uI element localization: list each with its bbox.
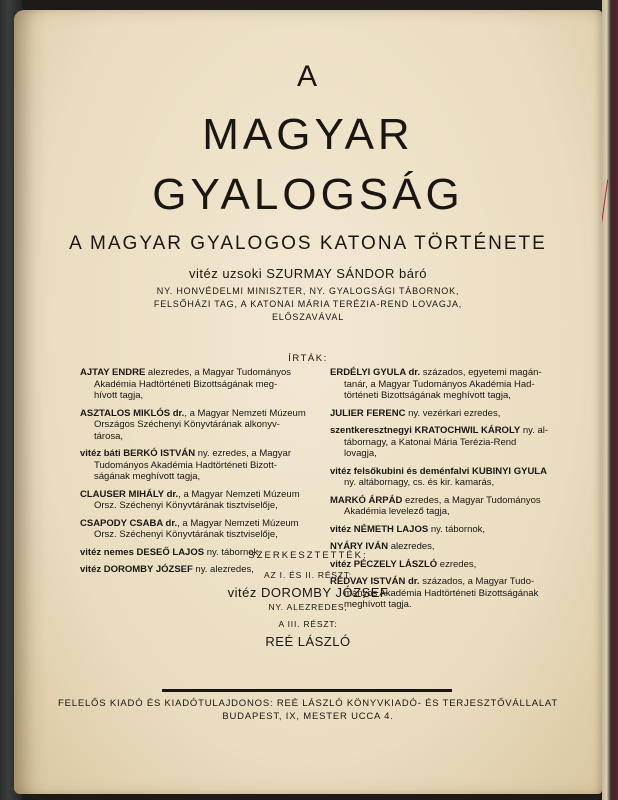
writer-name: NYÁRY IVÁN [330,541,389,552]
writer-name: vitéz nemes DESEŐ LAJOS [80,546,205,558]
writer-title: ny. ezredes, a Magyar [195,448,292,459]
book-edge [602,0,618,800]
publisher-line: FELELŐS KIADÓ ÉS KIADÓTULAJDONOS: REÉ LÁSZLÓ KÖNYVKIADÓ- ÉS TERJESZTŐVÁLLALAT [58,698,558,709]
writer-title-continuation: ny. altábornagy, cs. és kir. kamarás, [344,477,495,488]
writer-entry [330,495,602,518]
writer-title-continuation: mányos Akadémia Hadtörténeti Bizottságának [344,587,539,599]
writer-name: vitéz DOROMBY JÓZSEF [80,564,193,575]
author-description [14,285,602,324]
editors-part3-label: A III. RÉSZT: [278,619,338,629]
writer-title-continuation: Orsz. Széchenyi Könyvtárának tisztviselője, [94,500,278,511]
writer-entry [80,408,342,443]
writer-title: ezredes, [437,558,477,570]
writer-title: alezredes, [388,541,435,552]
writer-title: százados, a Magyar Tudo- [419,576,535,587]
writer-title: ezredes, a Magyar Tudományos [402,494,541,506]
writer-title-continuation: Tudományos Akadémia Hadtörténeti Bizott- [94,459,277,471]
editors-heading: SZERKESZTETTÉK: [248,550,368,561]
title-article: A [296,60,319,93]
divider-rule [162,689,452,692]
writer-title-continuation: ságának meghívott tagja, [94,471,201,482]
writer-name: JULIER FERENC [330,407,406,419]
writer-entry [330,466,602,489]
writer-entry [330,367,602,402]
writer-name: vitéz PÉCZELY LÁSZLÓ [330,558,438,570]
title-line-1: MAGYAR [202,110,414,159]
writer-name: ASZTALOS MIKLÓS dr. [80,407,185,419]
writer-title-continuation: Országos Széchenyi Könyvtárának alkonyv- [94,419,280,430]
writer-entry [330,408,602,420]
writers-heading: ÍRTÁK: [288,353,328,364]
writer-name: vitéz báti BERKÓ ISTVÁN [80,448,196,459]
writer-title-continuation: hívott tagja, [94,390,144,401]
subtitle: A MAGYAR GYALOGOS KATONA TÖRTÉNETE [69,233,547,254]
writer-title: százados, egyetemi magán- [420,367,542,378]
writer-entry [330,524,602,536]
author-desc-line: NY. HONVÉDELMI MINISZTER, NY. GYALOGSÁGI TÁBORNOK, [156,286,460,296]
writer-title-continuation: Akadémia Hadtörténeti Bizottságának meg- [94,378,278,390]
writer-name: CSAPODY CSABA dr. [80,517,178,529]
writer-title: , a Magyar Nemzeti Múzeum [177,517,299,529]
writer-title-continuation: lovagja, [344,448,377,459]
writer-title-continuation: meghívott tagja. [344,599,412,610]
writer-entry [80,367,342,402]
author-name: vitéz uzsoki SZURMAY SÁNDOR báró [188,266,428,281]
writer-title: ny. al- [520,425,549,436]
writer-title: alezredes, a Magyar Tudományos [145,367,292,378]
writer-title-continuation: tárosa, [94,430,124,442]
writer-entry [80,518,342,541]
writer-entry [80,489,342,512]
writer-entry [80,448,342,483]
editors-part1-label: AZ I. ÉS II. RÉSZT: [264,570,352,580]
author-desc-line: FELSŐHÁZI TAG, A KATONAI MÁRIA TERÉZIA-REND LOVAGJA, [153,299,463,309]
writer-entry [330,425,602,460]
publisher-address: BUDAPEST, IX, MESTER UCCA 4. [222,711,394,722]
writer-title: , a Magyar Nemzeti Múzeum [178,488,300,500]
writer-title-continuation: Akadémia levelező tagja, [344,506,450,517]
writer-name: AJTAY ENDRE [80,367,146,378]
writer-title-continuation: történeti Bizottságának meghívott tagja, [344,390,511,401]
writer-title-continuation: tanár, a Magyar Tudományos Akadémia Had- [344,378,535,390]
writer-name: CLAUSER MIHÁLY dr. [80,488,179,500]
writer-title: , a Magyar Nemzeti Múzeum [184,407,306,419]
writer-title: ny. vezérkari ezredes, [405,407,501,419]
writer-title: ny. alezredes, [192,564,254,575]
author-desc-line: ELŐSZAVÁVAL [272,312,344,322]
writer-title-continuation: tábornagy, a Katonai Mária Terézia-Rend [344,436,517,448]
title-line-2: GYALOGSÁG [152,170,464,219]
writer-title-continuation: Orsz. Széchenyi Könyvtárának tisztviselője, [94,529,278,540]
writer-title: ny. tábornok, [204,546,261,558]
editor3-name: REÉ LÁSZLÓ [265,634,351,649]
editor1-description: NY. ALEZREDES, [268,602,348,612]
title-page [14,10,602,794]
writer-name: RÉDVAY ISTVÁN dr. [330,576,420,587]
editor1-name: vitéz DOROMBY JÓZSEF [227,585,389,600]
writer-name: szentkeresztnegyi KRATOCHWIL KÁROLY [330,425,521,436]
writer-name: MARKÓ ÁRPÁD [330,494,403,506]
writer-name: vitéz NÉMETH LAJOS [330,523,429,535]
writer-name: ERDÉLYI GYULA dr. [330,367,421,378]
writer-name: vitéz felsőkubini és deménfalvi KUBINYI GYULA [330,465,547,477]
writer-title: ny. tábornok, [428,523,486,535]
